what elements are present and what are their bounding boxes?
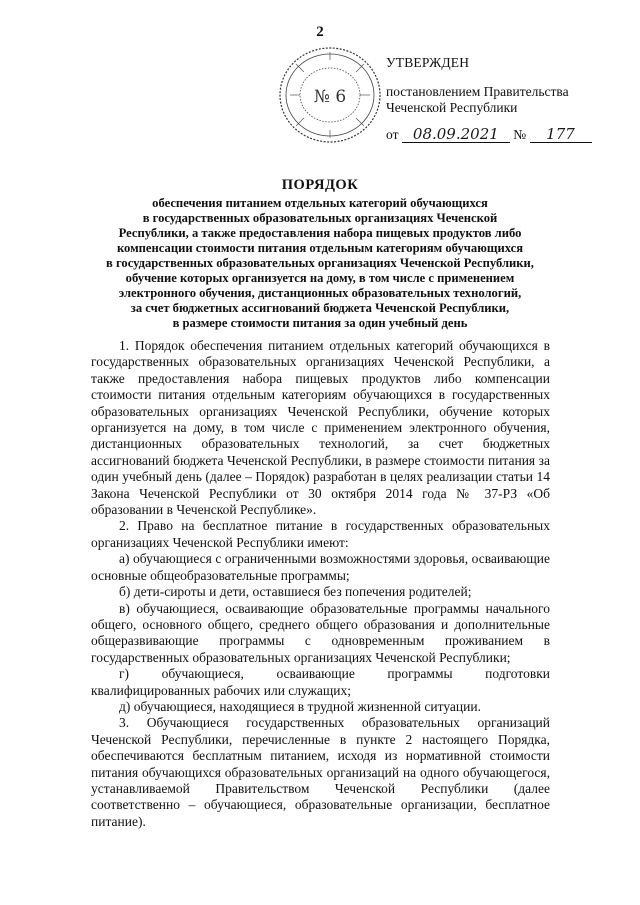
paragraph-2d: г) обучающиеся, осваивающие программы подготовки квалифицированных рабочих или служащих; xyxy=(91,666,550,698)
paragraph-2e: д) обучающиеся, находящиеся в трудной жизненной ситуации. xyxy=(119,698,481,714)
document-title: ПОРЯДОК xyxy=(281,177,359,193)
subtitle-line: Республики, а также предоставления набора пищевых продуктов либо xyxy=(118,226,522,240)
subtitle-line: в размере стоимости питания за один учебный день xyxy=(172,316,468,330)
subtitle-line: за счет бюджетных ассигнований бюджета Чеченской Республики, xyxy=(130,301,510,315)
approval-heading: УТВЕРЖДЕН xyxy=(386,55,470,70)
approval-line-2: Чеченской Республики xyxy=(386,100,518,115)
subtitle-line: компенсации стоимости питания отдельным категориям обучающихся xyxy=(116,241,524,255)
approval-number: 177 xyxy=(530,126,592,143)
subtitle-line: обеспечения питанием отдельных категорий обучающихся xyxy=(152,196,488,210)
document-subtitle xyxy=(92,196,548,331)
seal-number: № 6 xyxy=(313,87,347,107)
approval-date: 08.09.2021 xyxy=(402,126,510,143)
paragraph-2a: а) обучающиеся с ограниченными возможностями здоровья, осваивающие основные общеобразовательные программы; xyxy=(91,551,550,583)
subtitle-line: в государственных образовательных организациях Чеченской Республики, xyxy=(106,256,534,270)
paragraph-2b: б) дети-сироты и дети, оставшиеся без попечения родителей; xyxy=(119,584,472,600)
approval-stamp xyxy=(386,55,592,143)
subtitle-line: обучение которых организуется на дому, в том числе с применением xyxy=(125,271,515,285)
date-prefix: от xyxy=(386,127,399,142)
paragraph-2: 2. Право на бесплатное питание в государственных образовательных организациях Чеченской Республики имеют: xyxy=(91,518,550,550)
page-number: 2 xyxy=(316,24,324,40)
paragraph-3: 3. Обучающиеся государственных образовательных организаций Чеченской Республики, перечисленные в пункте 2 настоящего Порядка, обеспечиваются бесплатным питанием, исходя из нормативной стоимости питания обучающихся образовательных организаций на одного обучающегося, устанавливаемой Правительством Чеченской Республики (далее соответственно – обучающиеся, образовательные организации, бесплатное питание). xyxy=(91,715,550,829)
number-label: № xyxy=(513,127,527,142)
subtitle-line: в государственных образовательных организациях Чеченской xyxy=(142,211,498,225)
subtitle-line: электронного обучения, дистанционных образовательных технологий, xyxy=(118,286,522,300)
paragraph-1: 1. Порядок обеспечения питанием отдельных категорий обучающихся в государственных образовательных организациях Чеченской Республики, а также предоставления набора пищевых продуктов либо компенсации стоимости питания отдельным категориям обучающихся в государственных образовательных организациях Чеченской Республики, обучение которых организуется на дому, в том числе с применением электронного обучения, дистанционных образовательных технологий, за счет бюджетных ассигнований бюджета Чеченской Республики, в размере стоимости питания за один учебный день (далее – Порядок) разработан в целях реализации статьи 14 Закона Чеченской Республики от 30 октября 2014 года № 37-РЗ «Об образовании в Чеченской Республике». xyxy=(91,338,550,518)
approval-line-1: постановлением Правительства xyxy=(386,84,569,99)
paragraph-2c: в) обучающиеся, осваивающие образовательные программы начального общего, основного общего, среднего общего образования и дополнительные общеразвивающие программы с одновременным проживанием в государственных образовательных организациях Чеченской Республики; xyxy=(91,600,550,665)
document-body xyxy=(91,338,550,830)
official-seal xyxy=(276,44,384,146)
